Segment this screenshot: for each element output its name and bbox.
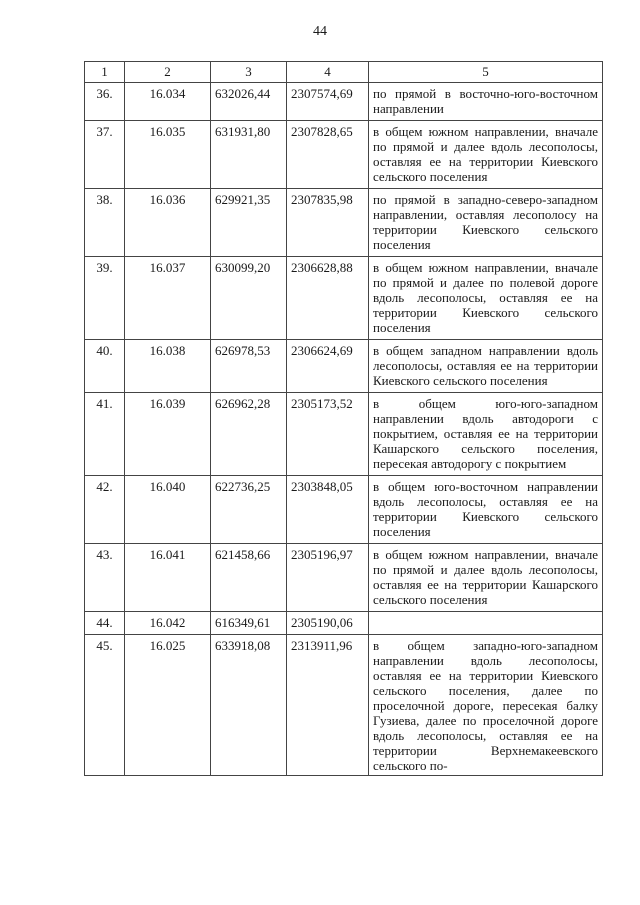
point-id: 16.039 bbox=[125, 393, 211, 476]
point-id: 16.042 bbox=[125, 612, 211, 635]
row-number: 45. bbox=[85, 635, 125, 776]
table-row bbox=[85, 189, 603, 257]
boundary-description: в общем южном направлении, вначале по прямой и далее по полевой дороге вдоль лесополосы, оставляя ее на территории Киевского сельского поселения bbox=[369, 257, 603, 340]
boundary-description: в общем юго-юго-западном направлении вдоль автодороги с покрытием, оставляя ее на территории Кашарского сельского поселения, пересекая автодорогу с покрытием bbox=[369, 393, 603, 476]
row-number: 44. bbox=[85, 612, 125, 635]
boundary-points-table bbox=[84, 61, 603, 776]
coord-y: 2307828,65 bbox=[287, 121, 369, 189]
table-row bbox=[85, 121, 603, 189]
boundary-description: по прямой в восточно-юго-восточном направлении bbox=[369, 83, 603, 121]
row-number: 42. bbox=[85, 476, 125, 544]
coord-y: 2306628,88 bbox=[287, 257, 369, 340]
point-id: 16.034 bbox=[125, 83, 211, 121]
table-header-row bbox=[85, 62, 603, 83]
row-number: 43. bbox=[85, 544, 125, 612]
coord-x: 626962,28 bbox=[211, 393, 287, 476]
table-row bbox=[85, 257, 603, 340]
point-id: 16.041 bbox=[125, 544, 211, 612]
boundary-description: по прямой в западно-северо-западном направлении, оставляя лесополосу на территории Киевского сельского поселения bbox=[369, 189, 603, 257]
point-id: 16.037 bbox=[125, 257, 211, 340]
header-cell: 1 bbox=[85, 62, 125, 83]
coord-x: 633918,08 bbox=[211, 635, 287, 776]
row-number: 40. bbox=[85, 340, 125, 393]
table-row bbox=[85, 476, 603, 544]
table-row bbox=[85, 612, 603, 635]
coord-x: 632026,44 bbox=[211, 83, 287, 121]
page-number: 44 bbox=[313, 24, 327, 39]
coord-x: 630099,20 bbox=[211, 257, 287, 340]
table-row bbox=[85, 83, 603, 121]
coord-y: 2305196,97 bbox=[287, 544, 369, 612]
coord-x: 631931,80 bbox=[211, 121, 287, 189]
boundary-description: в общем юго-восточном направлении вдоль лесополосы, оставляя ее на территории Киевского сельского поселения bbox=[369, 476, 603, 544]
table-row bbox=[85, 544, 603, 612]
header-cell: 2 bbox=[125, 62, 211, 83]
row-number: 37. bbox=[85, 121, 125, 189]
boundary-description: в общем западно-юго-западном направлении вдоль лесополосы, оставляя ее на территории Киевского сельского поселения, далее по проселочной дороге, пересекая балку Гузиева, далее по проселочной дороге вдоль лесополосы, оставляя ее на территории Верхнемакеевского сельского по- bbox=[369, 635, 603, 776]
header-cell: 4 bbox=[287, 62, 369, 83]
coord-x: 621458,66 bbox=[211, 544, 287, 612]
header-cell: 3 bbox=[211, 62, 287, 83]
coord-x: 629921,35 bbox=[211, 189, 287, 257]
point-id: 16.036 bbox=[125, 189, 211, 257]
boundary-description: в общем южном направлении, вначале по прямой и далее вдоль лесополосы, оставляя ее на территории Кашарского сельского поселения bbox=[369, 544, 603, 612]
boundary-description: в общем южном направлении, вначале по прямой и далее вдоль лесополосы, оставляя ее на территории Киевского сельского поселения bbox=[369, 121, 603, 189]
coord-y: 2303848,05 bbox=[287, 476, 369, 544]
coord-y: 2313911,96 bbox=[287, 635, 369, 776]
table-row bbox=[85, 340, 603, 393]
point-id: 16.025 bbox=[125, 635, 211, 776]
table-row bbox=[85, 393, 603, 476]
row-number: 41. bbox=[85, 393, 125, 476]
coord-y: 2307835,98 bbox=[287, 189, 369, 257]
coord-y: 2305173,52 bbox=[287, 393, 369, 476]
point-id: 16.040 bbox=[125, 476, 211, 544]
point-id: 16.038 bbox=[125, 340, 211, 393]
coord-y: 2306624,69 bbox=[287, 340, 369, 393]
coord-x: 622736,25 bbox=[211, 476, 287, 544]
coord-y: 2305190,06 bbox=[287, 612, 369, 635]
table-row bbox=[85, 635, 603, 776]
coord-x: 616349,61 bbox=[211, 612, 287, 635]
header-cell: 5 bbox=[369, 62, 603, 83]
row-number: 36. bbox=[85, 83, 125, 121]
row-number: 38. bbox=[85, 189, 125, 257]
boundary-description: в общем западном направлении вдоль лесополосы, оставляя ее на территории Киевского сельского поселения bbox=[369, 340, 603, 393]
coord-x: 626978,53 bbox=[211, 340, 287, 393]
coord-y: 2307574,69 bbox=[287, 83, 369, 121]
boundary-description bbox=[369, 612, 603, 635]
row-number: 39. bbox=[85, 257, 125, 340]
point-id: 16.035 bbox=[125, 121, 211, 189]
